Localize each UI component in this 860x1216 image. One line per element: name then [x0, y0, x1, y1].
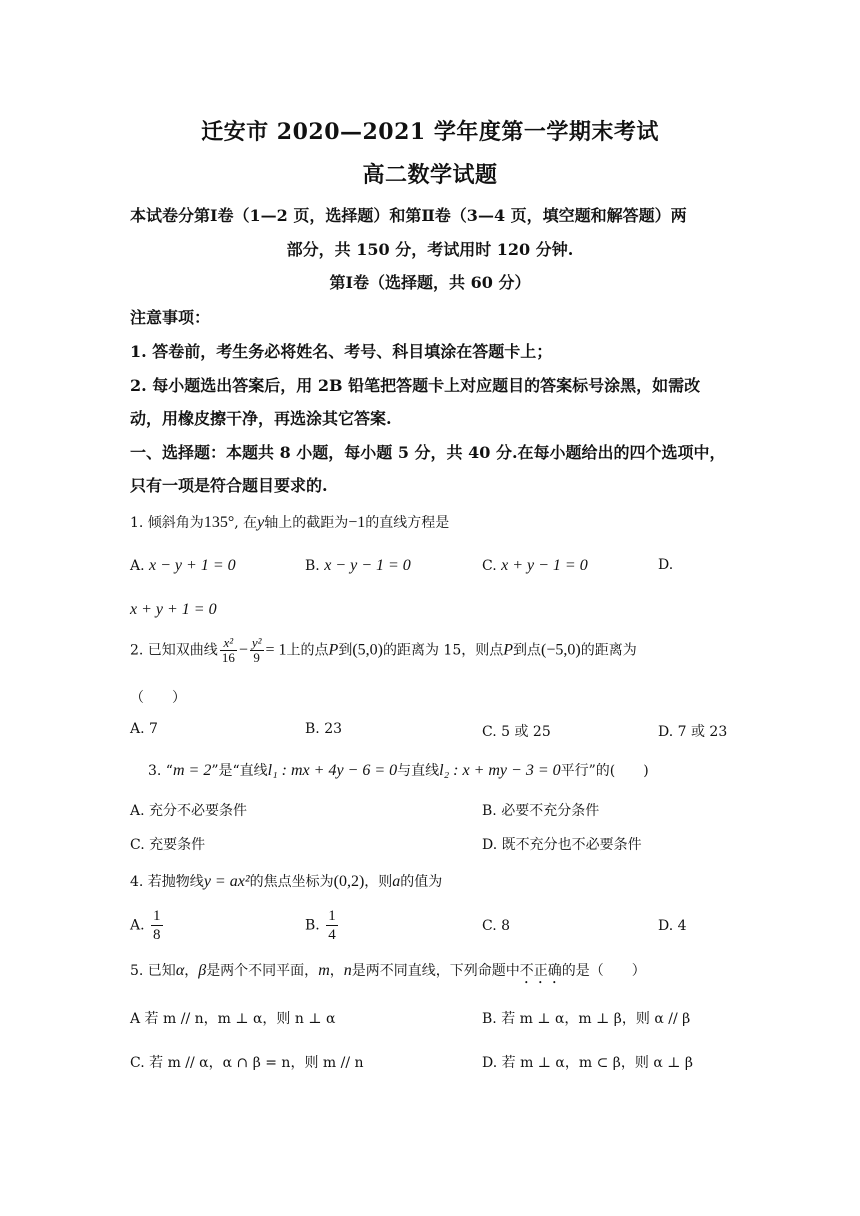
question-5-option-b: B. 若 m ⊥ α，m ⊥ β，则 α // β	[482, 1011, 691, 1027]
question-5-stem: 5. 已知α，β是两个不同平面，m，n是两不同直线，下列命题中不正确的是（ ）	[130, 962, 646, 979]
part-one-heading: 第Ⅰ卷（选择题，共 60 分）	[329, 273, 531, 292]
fraction-y-squared-over-9: $\frac{\text{y²}}{9}$	[251, 635, 262, 665]
question-2-stem: 2. 已知双曲线 $\frac{\text{x²}}{16}$ − $\frac{\text{y²}}{9}$ = 1上的点P到(5,0)的距离为 15，则点P到点(−5,0)的距离为	[130, 635, 637, 665]
question-5-option-a: A 若 m // n，m ⊥ α，则 n ⊥ α	[130, 1011, 336, 1027]
note-1: 1. 答卷前，考生务必将姓名、考号、科目填涂在答题卡上；	[130, 342, 553, 361]
question-1-option-a: A. x − y + 1 = 0	[130, 557, 236, 574]
emphasized-not-correct: 不正确	[519, 963, 562, 979]
section-heading-line-2: 只有一项是符合题目要求的.	[130, 476, 328, 495]
question-5-option-c: C. 若 m // α，α ∩ β = n，则 m // n	[130, 1055, 364, 1071]
question-3-option-b: B. 必要不充分条件	[482, 803, 600, 819]
exam-subtitle: 高二数学试题	[362, 162, 498, 188]
fraction-one-quarter: $\frac{1}{4}$	[328, 908, 336, 943]
question-3-option-a: A. 充分不必要条件	[130, 803, 248, 819]
fraction-x-squared-over-16: $\frac{\text{x²}}{16}$	[221, 635, 235, 665]
notes-heading: 注意事项：	[130, 308, 211, 327]
exam-title: 迁安市 2020—2021 学年度第一学期末考试	[201, 119, 659, 145]
question-1-stem: 1. 倾斜角为135°, 在y轴上的截距为−1的直线方程是	[130, 514, 450, 531]
question-3-option-d: D. 既不充分也不必要条件	[482, 837, 642, 853]
question-4-option-b: B. $\frac{1}{4}$	[305, 908, 336, 943]
question-1-option-d: x + y + 1 = 0	[130, 601, 217, 618]
question-2-option-b: B. 23	[305, 721, 343, 737]
question-5-option-d: D. 若 m ⊥ α，m ⊂ β，则 α ⊥ β	[482, 1055, 693, 1071]
question-2-option-c: C. 5 或 25	[482, 724, 551, 740]
note-2-line-2: 动，用橡皮擦干净，再选涂其它答案.	[130, 409, 392, 428]
question-4-option-c: C. 8	[482, 918, 511, 934]
intro-line-2: 部分，共 150 分，考试用时 120 分钟.	[286, 240, 574, 259]
question-4-stem: 4. 若抛物线y = ax²的焦点坐标为(0,2)，则a的值为	[130, 873, 443, 890]
question-2-option-d: D. 7 或 23	[658, 724, 728, 740]
question-2-answer-paren: （ ）	[130, 690, 186, 706]
question-3-option-c: C. 充要条件	[130, 837, 206, 853]
question-4-option-d: D. 4	[658, 918, 687, 934]
intro-line-1: 本试卷分第Ⅰ卷（1—2 页，选择题）和第Ⅱ卷（3—4 页，填空题和解答题）两	[130, 206, 687, 225]
question-3-stem: 3. “m = 2”是“直线l₁ : mx + 4y − 6 = 0与直线l₂ : x + my − 3 = 0平行”的( )	[148, 762, 649, 779]
question-2-option-a: A. 7	[130, 721, 158, 737]
fraction-one-eighth: $\frac{1}{8}$	[153, 908, 161, 943]
section-heading-line-1: 一、选择题：本题共 8 小题，每小题 5 分，共 40 分.在每小题给出的四个选项中，	[130, 443, 726, 462]
note-2-line-1: 2. 每小题选出答案后，用 2B 铅笔把答题卡上对应题目的答案标号涂黑，如需改	[130, 376, 701, 395]
question-1-option-c: C. x + y − 1 = 0	[482, 557, 588, 574]
question-1-option-d-label: D.	[658, 557, 674, 573]
question-4-option-a: A. $\frac{1}{8}$	[130, 908, 161, 943]
question-1-option-b: B. x − y − 1 = 0	[305, 557, 411, 574]
